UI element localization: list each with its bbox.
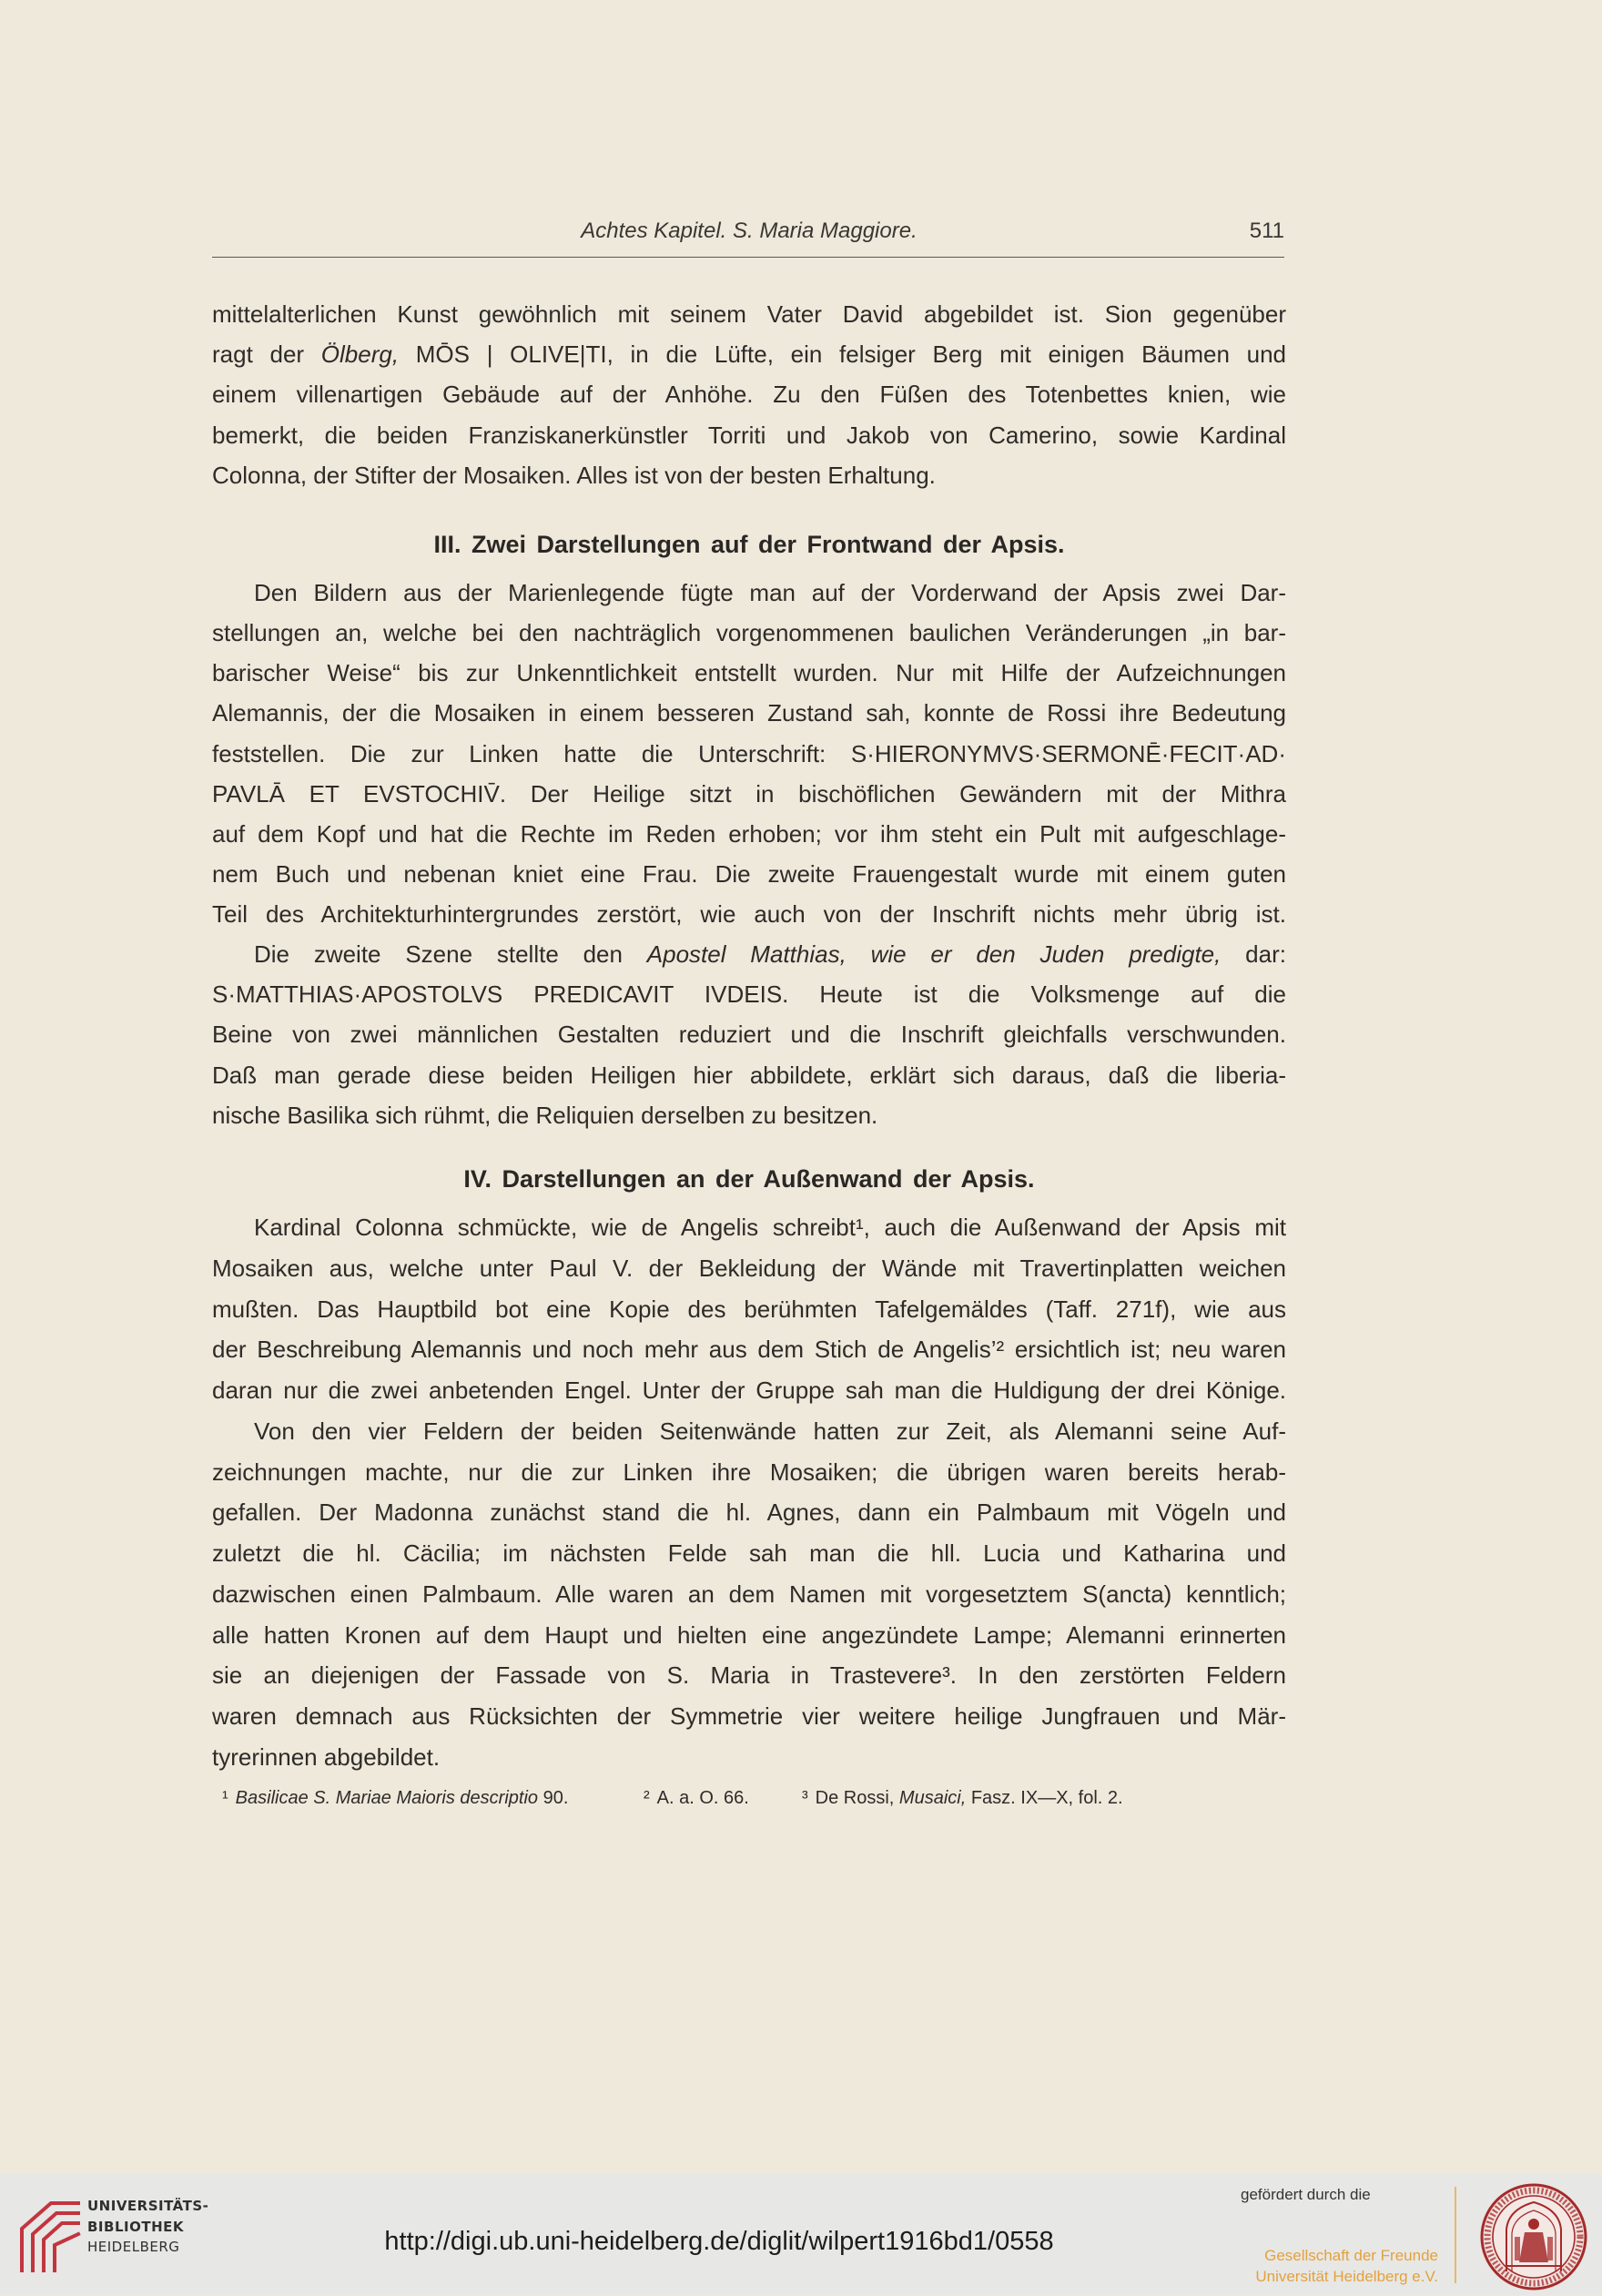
footnote-title: Musaici, [898,1788,967,1808]
page-number: 511 [1249,218,1284,243]
text-line: sie an diejenigen der Fassade von S. Maria in Trastevere³. In den zerstörten Feldern [212,1661,1286,1690]
text-line: auf dem Kopf und hat die Rechte im Reden erhoben; vor ihm steht ein Pult mit aufgeschlage- [212,819,1286,848]
text-line [212,334,1286,374]
text-line: Kardinal Colonna schmückte, wie de Angelis schreibt¹, auch die Außenwand der Apsis mit [254,1214,1286,1241]
text-line: bemerkt, die beiden Franziskanerkünstler Torriti und Jakob von Camerino, sowie Kardinal [212,421,1286,449]
italic-text-segment: Ölberg, [320,340,400,369]
text-segment: Die zweite Szene stellte den [254,940,647,969]
footnote-text: Fasz. IX—X, fol. 2. [966,1788,1123,1808]
section-heading-3: III. Zwei Darstellungen auf der Frontwand der Apsis. [433,531,1065,558]
text-line: einem villenartigen Gebäude auf der Anhöhe. Zu den Füßen des Totenbettes knien, wie [212,381,1286,409]
text-line: stellungen an, welche bei den nachträglich vorgenommenen baulichen Veränderungen „in bar- [212,619,1286,647]
section-heading-4: IV. Darstellungen an der Außenwand der Apsis. [463,1165,1035,1193]
text-segment: ragt der [212,340,321,369]
footnote-2 [644,1784,749,1812]
footnote-mark: ² [644,1788,650,1808]
text-line: barischer Weise“ bis zur Unkenntlichkeit entstellt wurden. Nur mit Hilfe der Aufzeichnungen [212,659,1286,687]
text-line: mittelalterlichen Kunst gewöhnlich mit seinem Vater David abgebildet ist. Sion gegenüber [212,300,1286,328]
header-rule [212,257,1284,258]
paragraph-2 [212,573,1286,934]
university-library-logo-icon [16,2196,82,2276]
section-3-text [212,573,1286,1135]
text-line: PAVLĀ ET EVSTOCHIV̄. Der Heilige sitzt in bischöflichen Gewändern mit der Mithra [212,779,1286,808]
paragraph-3 [212,934,1286,1135]
library-name-line: UNIVERSITÄTS- [87,2198,209,2214]
text-line: Alemannis, der die Mosaiken in einem besseren Zustand sah, konnte de Rossi ihre Bedeutung [212,699,1286,727]
text-line: nische Basilika sich rühmt, die Reliquien derselben zu besitzen. [212,1101,878,1129]
text-line: Teil des Architekturhintergrundes zerstört, wie auch von der Inschrift nichts mehr übrig ist. [212,900,1286,928]
library-name-line: BIBLIOTHEK [87,2218,184,2235]
text-line: Beine von zwei männlichen Gestalten reduziert und die Inschrift gleichfalls verschwunden. [212,1021,1286,1049]
italic-text-segment: Apostel Matthias, wie er den Juden predigte, [646,940,1222,969]
text-line: gefallen. Der Madonna zunächst stand die hl. Agnes, dann ein Palmbaum mit Vögeln und [212,1498,1286,1527]
permalink-url[interactable]: http://digi.ub.uni-heidelberg.de/diglit/wilpert1916bd1/0558 [384,2227,1054,2256]
text-line: der Beschreibung Alemannis und noch mehr aus dem Stich de Angelis’² ersichtlich ist; neu waren [212,1336,1286,1364]
text-segment: MŌS | OLIVE|TI, in die Lüfte, ein felsiger Berg mit einigen Bäumen und [399,340,1286,369]
footer-separator [1455,2187,1456,2283]
footnote-text: 90. [538,1788,569,1808]
footnote-mark: ¹ [222,1788,228,1808]
text-line: Mosaiken aus, welche unter Paul V. der Bekleidung der Wände mit Travertinplatten weichen [212,1254,1286,1282]
text-segment: dar: [1221,940,1286,969]
paragraph-5 [212,1411,1286,1778]
text-line: Colonna, der Stifter der Mosaiken. Alles ist von der besten Erhaltung. [212,461,936,489]
text-line [212,934,1286,974]
footnote-3 [802,1784,1123,1812]
text-line: daran nur die zwei anbetenden Engel. Unter der Gruppe sah man die Huldigung der drei Könige. [212,1377,1286,1404]
text-line: waren demnach aus Rücksichten der Symmetrie vier weitere heilige Jungfrauen und Mär- [212,1702,1286,1730]
text-line: zuletzt die hl. Cäcilia; im nächsten Felde sah man die hll. Lucia und Katharina und [212,1539,1286,1567]
sponsor-name [1255,2245,1438,2287]
library-name [87,2196,208,2258]
text-line: alle hatten Kronen auf dem Haupt und hielten eine angezündete Lampe; Alemanni erinnerten [212,1620,1286,1649]
running-head: Achtes Kapitel. S. Maria Maggiore. [581,218,918,243]
university-seal-icon [1479,2182,1588,2291]
footnote-text: A. a. O. 66. [656,1788,749,1808]
text-line: zeichnungen machte, nur die zur Linken ihre Mosaiken; die übrigen waren bereits herab- [212,1458,1286,1486]
paragraph-4 [212,1207,1286,1411]
section-4-text [212,1207,1286,1778]
text-line: Daß man gerade diese beiden Heiligen hier abbildete, erklärt sich daraus, daß die liberia- [212,1061,1286,1089]
text-line: Den Bildern aus der Marienlegende fügte man auf der Vorderwand der Apsis zwei Dar- [254,579,1286,606]
footnotes [0,1784,1602,1812]
library-name-line: HEIDELBERG [87,2239,180,2255]
text-line: nem Buch und nebenan kniet eine Frau. Die zweite Frauengestalt wurde mit einem guten [212,859,1286,888]
footnote-mark: ³ [802,1788,808,1808]
footnote-title: Basilicae S. Mariae Maioris descriptio [235,1788,539,1808]
text-line: feststellen. Die zur Linken hatte die Unterschrift: S·HIERONYMVS·SERMONĒ·FECIT·AD· [212,739,1286,767]
text-line: mußten. Das Hauptbild bot eine Kopie des berühmten Tafelgemäldes (Taff. 271f), wie aus [212,1295,1286,1323]
sponsor-name-line: Gesellschaft der Freunde [1264,2247,1438,2264]
paragraph-1 [212,294,1286,495]
text-line: Von den vier Feldern der beiden Seitenwände hatten zur Zeit, als Alemanni seine Auf- [254,1417,1286,1445]
text-line: S·MATTHIAS·APOSTOLVS PREDICAVIT IVDEIS. Heute ist die Volksmenge auf die [212,980,1286,1009]
text-line: dazwischen einen Palmbaum. Alle waren an dem Namen mit vorgesetztem S(ancta) kenntlich; [212,1580,1286,1608]
footnote-1 [222,1784,568,1812]
footnote-text: De Rossi, [815,1788,899,1808]
sponsor-intro: gefördert durch die [1241,2186,1371,2203]
text-line: tyrerinnen abgebildet. [212,1742,441,1771]
sponsor-name-line: Universität Heidelberg e.V. [1255,2268,1438,2285]
